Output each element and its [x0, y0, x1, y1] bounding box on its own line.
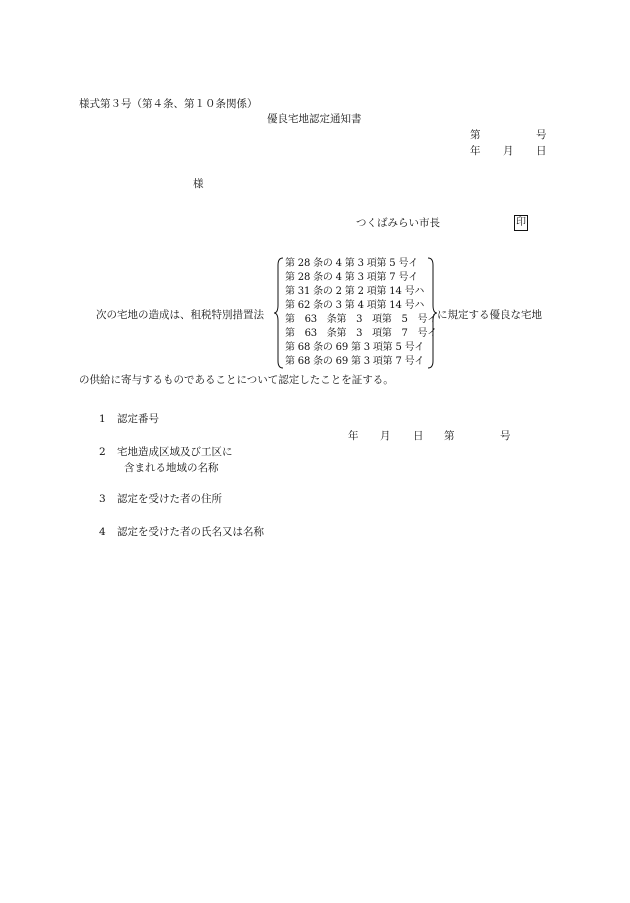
addressee-honorific: 様 — [193, 178, 204, 190]
body-second-line: の供給に寄与するものであることについて認定したことを証する。 — [79, 374, 394, 386]
left-brace — [273, 257, 285, 369]
item-label-certification-number: 認定番号 — [117, 413, 159, 425]
seal-box: 印 — [514, 215, 528, 231]
item-number: 3 — [99, 493, 106, 505]
item-number: 1 — [99, 413, 106, 425]
issue-number-suffix: 号 — [536, 129, 547, 141]
item-date-year: 年 — [348, 430, 359, 442]
item-label-name: 認定を受けた者の氏名又は名称 — [117, 526, 264, 538]
clause-item: 第 68 条の 69 第 3 項第 7 号イ — [285, 356, 425, 367]
item-number: 2 — [99, 446, 106, 458]
document-title: 優良宅地認定通知書 — [267, 113, 362, 125]
issuer-name: つくばみらい市長 — [356, 217, 440, 229]
clause-item: 第 62 条の 3 第 4 項第 14 号ハ — [285, 300, 425, 311]
item-number-prefix: 第 — [444, 430, 455, 442]
item-label-area-name-line2: 含まれる地域の名称 — [124, 462, 219, 474]
item-date-day: 日 — [413, 430, 424, 442]
item-date-month: 月 — [380, 430, 391, 442]
issue-number-prefix: 第 — [470, 129, 481, 141]
item-number: 4 — [99, 526, 106, 538]
clause-item: 第 28 条の 4 第 3 項第 7 号イ — [285, 272, 419, 283]
form-number: 様式第３号（第４条、第１０条関係） — [79, 98, 258, 110]
body-lead-text: 次の宅地の造成は、租税特別措置法 — [96, 309, 264, 321]
item-number-suffix: 号 — [500, 430, 511, 442]
issue-date-day: 日 — [536, 145, 547, 157]
clause-item: 第 31 条の 2 第 2 項第 14 号ハ — [285, 286, 425, 297]
issue-date-year: 年 — [470, 145, 481, 157]
clause-item: 第 28 条の 4 第 3 項第 5 号イ — [285, 258, 419, 269]
item-label-area-name-line1: 宅地造成区域及び工区に — [117, 446, 233, 458]
clause-item: 第 63 条第 3 項第 5 号イ — [285, 314, 438, 325]
item-label-address: 認定を受けた者の住所 — [117, 493, 222, 505]
body-tail-text: に規定する優良な宅地 — [437, 309, 542, 321]
clause-item: 第 68 条の 69 第 3 項第 5 号イ — [285, 342, 425, 353]
clause-list — [285, 257, 438, 369]
issue-date-month: 月 — [503, 145, 514, 157]
clause-item: 第 63 条第 3 項第 7 号イ — [285, 328, 438, 339]
